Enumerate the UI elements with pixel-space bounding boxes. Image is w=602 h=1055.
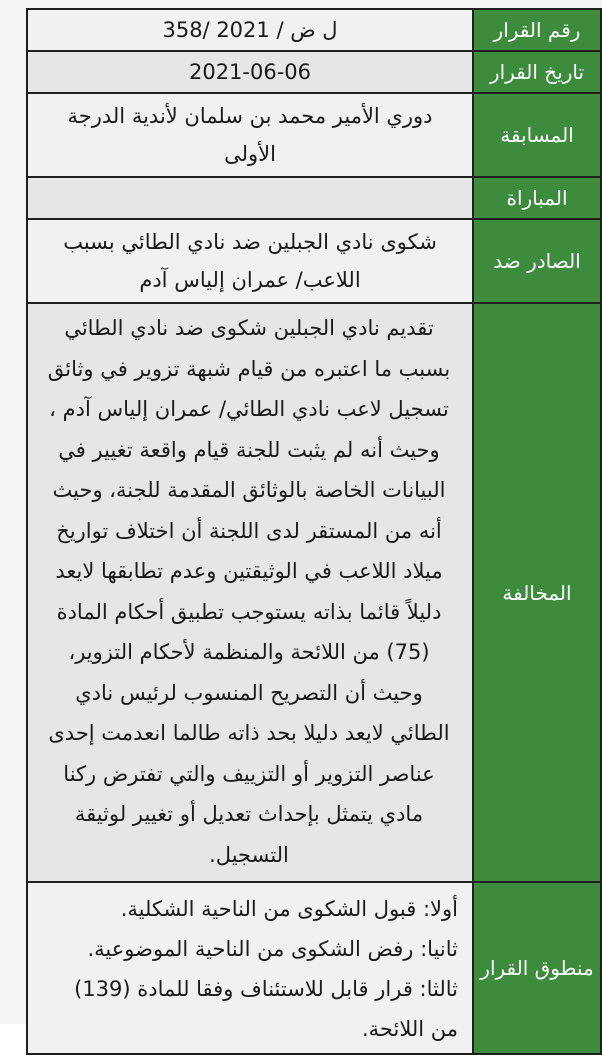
issued-against-line: شكوى نادي الجبلين ضد نادي الطائي بسبب [63,230,437,254]
match-value [27,177,473,219]
violation-line: تقديم نادي الجبلين شكوى ضد نادي الطائي [64,316,434,340]
violation-line: أنه من المستقر لدى اللجنة أن اختلاف تواريخ [56,518,442,543]
decision-number-value [27,9,473,51]
label-decision-number: رقم القرار [473,9,601,51]
competition-value [27,93,473,177]
violation-line: البيانات الخاصة بالوثائق المقدمة للجنة، وحيث [52,478,446,502]
row-match [27,177,601,219]
violation-line: (75) من اللائحة والمنظمة لأحكام التزوير، [68,640,430,664]
competition-line: دوري الأمير محمد بن سلمان لأندية الدرجة [67,104,433,128]
issued-against-line: اللاعب/ عمران إلياس آدم [139,268,361,292]
competition-line: الأولى [224,142,276,166]
row-decision-number [27,9,601,51]
violation-line: وحيث أن التصريح المنسوب لرئيس نادي [75,680,423,705]
row-issued-against [27,219,601,303]
issued-against-value [27,219,473,303]
ruling-line: ثانيا: رفض الشكوى من الناحية الموضوعية. [87,937,458,961]
violation-line: تسجيل لاعب نادي الطائي/ عمران إلياس آدم ، [49,397,449,421]
row-decision-date [27,51,601,93]
row-ruling [27,882,601,1054]
decision-date-value [27,51,473,93]
decision-number-text: 358/ ل ض / 2021 [162,18,338,42]
violation-line: مادي يتمثل بإحداث تعديل أو تغيير لوثيقة [74,802,424,826]
ruling-line: ثالثا: قرار قابل للاستئناف وفقا للمادة (139) [74,977,458,1001]
violation-line: عناصر التزوير أو التزييف والتي تفترض ركنا [63,761,435,786]
label-match: المباراة [473,177,601,219]
violation-line: ميلاد اللاعب في الوثيقتين وعدم تطابقها لايعد [55,559,443,583]
violation-line: بسبب ما اعتبره من قيام شبهة تزوير في وثائق [47,356,451,381]
violation-line: التسجيل. [209,842,289,867]
decision-table [26,8,602,1055]
ruling-line: من اللائحة. [361,1017,458,1041]
label-competition: المسابقة [473,93,601,177]
label-violation: المخالفة [473,303,601,882]
violation-line: دليلاً قائما بذاته يستوجب تطبيق أحكام المادة [56,599,442,624]
label-ruling: منطوق القرار [473,882,601,1054]
violation-line: وحيث أنه لم يثبت للجنة قيام واقعة تغيير في [58,437,440,462]
decision-date-text: 2021-06-06 [188,60,312,84]
ruling-value [27,882,473,1054]
violation-value [27,303,473,882]
row-violation [27,303,601,882]
label-decision-date: تاريخ القرار [473,51,601,93]
violation-line: الطائي لايعد دليلا بحد ذاته طالما انعدمت إحدى [48,721,450,745]
label-issued-against: الصادر ضد [473,219,601,303]
ruling-line: أولا: قبول الشكوى من الناحية الشكلية. [120,897,458,921]
row-competition [27,93,601,177]
